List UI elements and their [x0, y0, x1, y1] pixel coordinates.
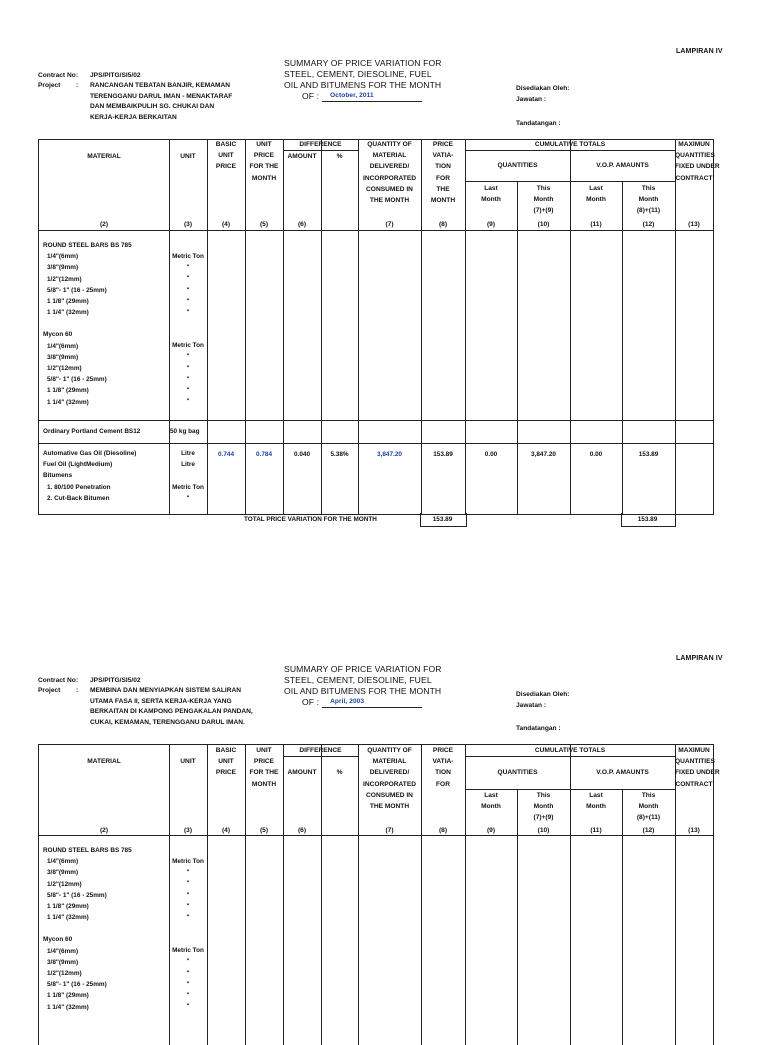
project-line-3: BERKAITAN DI KAMPONG PENGAKALAN PANDAN, [90, 708, 253, 716]
of-label: OF : [302, 91, 320, 101]
col-this-month-vop: This Month (8)+(11) [636, 792, 661, 822]
col-difference: DIFFERENCE [299, 747, 342, 754]
agc-amount: 0.040 [294, 451, 310, 458]
col-basic-unit-price: BASIC UNIT PRICE [215, 141, 237, 171]
col-percent: % [336, 153, 343, 160]
col-unit-price-month: UNIT PRICE FOR THE MONTH [249, 747, 279, 788]
col-cumulative-totals: CUMULATIVE TOTALS [534, 141, 606, 148]
col-num: (11) [590, 827, 602, 834]
disediakan-oleh: Disediakan Oleh: [516, 691, 570, 698]
month-value: April, 2003 [322, 697, 422, 708]
col-this-month-qty: This Month (7)+(9) [533, 185, 554, 215]
col-percent: % [336, 769, 343, 776]
col-num: (9) [486, 827, 496, 834]
fuel-group: Automative Gas Oil (Diesoline) Fuel Oil (LightMedium) Bitumens 1. 80/100 Penetration 2. Cut-Back Bitumen [43, 450, 137, 502]
col-num: (5) [259, 221, 269, 228]
agc-basic-price: 0.744 [218, 451, 234, 458]
col-quantities: QUANTITIES [497, 769, 538, 776]
contract-no-label: Contract No [38, 72, 76, 79]
col-quantity: QUANTITY OF MATERIAL DELIVERED/ INCORPORATED CONSUMED IN THE MONTH [363, 747, 416, 811]
of-month-row [302, 697, 442, 708]
month-value: October, 2011 [322, 91, 422, 102]
col-last-month-qty: Last Month [481, 792, 501, 811]
col-num: (10) [537, 827, 550, 834]
col-num: (5) [259, 827, 269, 834]
col-num: (3) [183, 827, 193, 834]
col-vop-amounts: V.O.P. AMAUNTS [596, 162, 649, 169]
steel-units: Metric Ton " " " " " Metric Ton " " " " " [172, 858, 204, 1011]
col-unit-price-month: UNIT PRICE FOR THE MONTH [249, 141, 279, 182]
agc-this-vop: 153.89 [638, 451, 659, 458]
col-basic-unit-price: BASIC UNIT PRICE [215, 747, 237, 777]
col-num: (12) [642, 827, 655, 834]
project-line-2: UTAMA FASA II, SERTA KERJA-KERJA YANG [90, 697, 232, 705]
project-label: Project [38, 82, 61, 90]
fuel-units: Litre Litre Metric Ton " [172, 450, 204, 502]
tandatangan: Tandatangan : [516, 725, 561, 732]
col-num: (2) [99, 221, 109, 228]
contract-info: Contract No : JPS/PITG/SI5/02 Project : MEMBINA DAN MENYIAPKAN SISTEM SALIRAN UTAMA FASA II, SERTA KERJA-KERJA YANG BERKAITAN DI KAMPONG PENGAKALAN PANDAN, CUKAI, KEMAMAN, TERENGGANU DARUL IMAN. [38, 676, 275, 728]
col-num: (7) [385, 221, 394, 228]
jawatan: Jawatan : [516, 702, 547, 709]
contract-no-value: JPS/PITG/SI5/02 [90, 677, 141, 684]
col-num: (8) [438, 827, 448, 834]
agc-last-vop: 0.00 [589, 451, 603, 458]
total-price-variation: 153.89 [432, 516, 453, 523]
jawatan: Jawatan : [516, 96, 547, 103]
agc-unit-price: 0.784 [256, 451, 272, 458]
col-this-month-qty: This Month (7)+(9) [533, 792, 554, 822]
cement-row: Ordinary Portland Cement BS12 [43, 428, 141, 435]
project-line-4: KERJA-KERJA BERKAITAN [90, 113, 177, 121]
title-line-2: STEEL, CEMENT, DIESOLINE, FUEL [284, 69, 432, 79]
title-line-2: STEEL, CEMENT, DIESOLINE, FUEL [284, 675, 432, 685]
tandatangan: Tandatangan : [516, 120, 561, 127]
col-unit: UNIT [180, 758, 196, 765]
col-num: (13) [688, 221, 700, 228]
col-num: (7) [385, 827, 394, 834]
col-num: (11) [590, 221, 602, 228]
title-line-3: OIL AND BITUMENS FOR THE MONTH [284, 686, 442, 696]
agc-this-qty: 3,847.20 [531, 451, 556, 458]
col-vop-amounts: V.O.P. AMAUNTS [596, 769, 649, 776]
col-this-month-vop: This Month (8)+(11) [636, 185, 661, 215]
project-line-2: TERENGGANU DARUL IMAN - MENAKTARAF [90, 92, 233, 100]
col-cumulative-totals: CUMULATIVE TOTALS [534, 747, 606, 754]
project-line-1: MEMBINA DAN MENYIAPKAN SISTEM SALIRAN [90, 687, 242, 695]
col-quantities: QUANTITIES [497, 162, 538, 169]
summary-title [284, 58, 442, 102]
col-num: (6) [297, 221, 307, 228]
col-difference: DIFFERENCE [299, 141, 342, 148]
col-unit: UNIT [180, 153, 196, 160]
col-maximun: MAXIMUN QUANTITIES FIXED UNDER CONTRACT [675, 747, 720, 788]
col-num: (12) [642, 221, 655, 228]
col-num: (4) [221, 221, 231, 228]
summary-title [284, 664, 442, 708]
disediakan-oleh: Disediakan Oleh: [516, 85, 570, 92]
agc-price-variation: 153.89 [433, 451, 453, 458]
agc-quantity: 3,847.20 [377, 451, 402, 458]
col-amount: AMOUNT [287, 769, 317, 776]
steel-group: ROUND STEEL BARS BS 785 1/4"(6mm) 3/8"(9mm) 1/2"(12mm) 5/8"- 1" (16 - 25mm) 1 1/8" (29mm) 1 1/4" (32mm) Mycon 60 1/4"(6mm) 3/8"(9mm) 1/2"(12mm) 5/8"- 1" (16 - 25mm) 1 1/8" (29mm) 1 1/4" (32mm) [43, 847, 132, 1011]
col-last-month-vop: Last Month [586, 185, 606, 204]
col-material: MATERIAL [87, 153, 121, 160]
col-num: (10) [537, 221, 550, 228]
agc-percent: 5.38% [330, 451, 349, 458]
cement-unit: 50 kg bag [170, 428, 200, 435]
col-maximun: MAXIMUN QUANTITIES FIXED UNDER CONTRACT [675, 141, 720, 182]
col-last-month-vop: Last Month [586, 792, 606, 811]
lampiran-label: LAMPIRAN IV [676, 655, 723, 662]
price-variation-table [38, 139, 720, 515]
col-num: (2) [99, 827, 109, 834]
col-num: (8) [438, 221, 448, 228]
col-amount: AMOUNT [287, 153, 317, 160]
lampiran-label: LAMPIRAN IV [676, 48, 723, 55]
contract-no-value: JPS/PITG/SI5/02 [90, 72, 141, 79]
col-quantity: QUANTITY OF MATERIAL DELIVERED/ INCORPORATED CONSUMED IN THE MONTH [363, 141, 416, 205]
total-label: TOTAL PRICE VARIATION FOR THE MONTH [244, 516, 377, 523]
col-num: (6) [297, 827, 307, 834]
title-line-1: SUMMARY OF PRICE VARIATION FOR [284, 58, 442, 68]
col-num: (3) [183, 221, 193, 228]
project-line-4: CUKAI, KEMAMAN, TERENGGANU DARUL IMAN. [90, 718, 245, 726]
title-line-3: OIL AND BITUMENS FOR THE MONTH [284, 80, 442, 90]
title-line-1: SUMMARY OF PRICE VARIATION FOR [284, 664, 442, 674]
col-price-variation: PRICE VATIA- TION FOR THE MONTH [430, 141, 456, 205]
col-price-variation: PRICE VATIA- TION FOR [432, 747, 454, 788]
of-month-row [302, 91, 442, 102]
agc-last-qty: 0.00 [484, 451, 498, 458]
project-label: Project [38, 687, 61, 695]
col-num: (13) [688, 827, 700, 834]
contract-no-label: Contract No [38, 677, 76, 684]
col-last-month-qty: Last Month [481, 185, 501, 204]
steel-group: ROUND STEEL BARS BS 785 1/4"(6mm) 3/8"(9mm) 1/2"(12mm) 5/8"- 1" (16 - 25mm) 1 1/8" (29mm) 1 1/4" (32mm) Mycon 60 1/4"(6mm) 3/8"(9mm) 1/2"(12mm) 5/8"- 1" (16 - 25mm) 1 1/8" (29mm) 1 1/4" (32mm) [43, 242, 132, 406]
project-line-1: RANCANGAN TEBATAN BANJIR, KEMAMAN [90, 82, 231, 90]
col-num: (9) [486, 221, 496, 228]
price-variation-table [38, 744, 720, 1045]
col-num: (4) [221, 827, 231, 834]
steel-units: Metric Ton " " " " " Metric Ton " " " " " [172, 253, 204, 406]
project-line-3: DAN MEMBAIKPULIH SG. CHUKAI DAN [90, 103, 215, 111]
contract-info: Contract No : JPS/PITG/SI5/02 Project : RANCANGAN TEBATAN BANJIR, KEMAMAN TERENGGANU DARUL IMAN - MENAKTARAF DAN MEMBAIKPULIH SG. CHUKAI DAN KERJA-KERJA BERKAITAN [38, 71, 275, 123]
of-label: OF : [302, 697, 320, 707]
col-material: MATERIAL [87, 758, 121, 765]
total-vop: 153.89 [637, 516, 658, 523]
